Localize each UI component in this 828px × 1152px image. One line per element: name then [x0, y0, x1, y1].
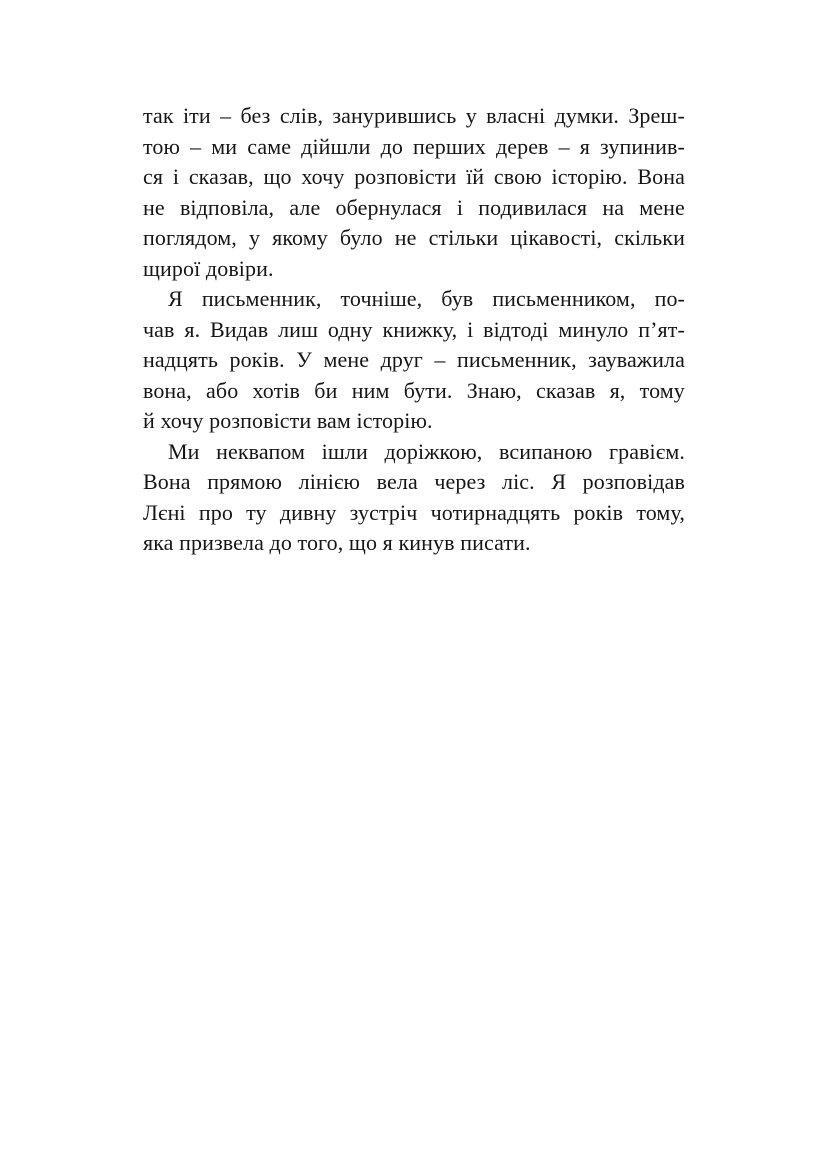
- word: я,: [609, 377, 626, 403]
- word: лиш: [278, 316, 319, 342]
- word: всипаною: [499, 438, 593, 464]
- word: одну: [327, 316, 373, 342]
- word: Ми: [168, 438, 200, 464]
- text-line: [143, 498, 685, 529]
- word: Я: [168, 286, 183, 311]
- word: зупинив-: [600, 133, 685, 159]
- word: гравієм.: [608, 438, 685, 464]
- text-line: [143, 284, 685, 315]
- text-line: [143, 315, 685, 346]
- word: Вона: [637, 164, 685, 189]
- word: вела: [376, 469, 418, 494]
- text-line: [143, 376, 685, 407]
- word: думки.: [554, 103, 619, 128]
- word: через: [434, 469, 486, 494]
- word: Зреш-: [628, 103, 685, 128]
- word: якому: [272, 225, 328, 250]
- word: розповісти: [354, 164, 457, 189]
- word: років: [573, 499, 624, 525]
- word: ним: [351, 377, 390, 403]
- page-text: [143, 101, 685, 559]
- word: так: [143, 103, 174, 128]
- word: на: [602, 194, 625, 220]
- word: –: [220, 103, 232, 128]
- paragraph: [143, 284, 685, 437]
- word: Лєні: [143, 499, 186, 525]
- word: дивну: [279, 499, 337, 525]
- word: Видав: [209, 316, 269, 342]
- word: і: [172, 164, 180, 189]
- word: по-: [654, 286, 685, 311]
- word: сказав: [536, 377, 596, 403]
- text-line: [143, 345, 685, 376]
- word: відповіла,: [179, 194, 275, 220]
- word: п’ят-: [638, 316, 685, 342]
- word: я: [579, 133, 590, 159]
- word: не: [394, 225, 417, 250]
- word: вона,: [143, 377, 192, 403]
- word: –: [190, 133, 202, 159]
- word: письменник,: [457, 347, 577, 372]
- word: або: [206, 377, 239, 403]
- word: про: [198, 499, 233, 525]
- word: лінією: [298, 469, 361, 494]
- word: саме: [247, 133, 292, 159]
- text-line: [143, 437, 685, 468]
- text-line: [143, 162, 685, 193]
- word: років.: [229, 347, 285, 372]
- word: точніше,: [340, 286, 423, 311]
- word: зустріч: [349, 499, 418, 525]
- word: подивилася: [478, 194, 588, 220]
- word: У: [296, 347, 312, 372]
- word: чав: [143, 316, 175, 342]
- word: Знаю,: [466, 377, 522, 403]
- word: історію.: [551, 164, 628, 189]
- word: слів,: [279, 103, 324, 128]
- word: письменник,: [201, 286, 322, 311]
- word: мене: [639, 194, 685, 220]
- word: було: [339, 225, 383, 250]
- word: іти: [182, 103, 211, 128]
- word: Я: [551, 469, 567, 494]
- word: у: [465, 103, 477, 128]
- word: тою: [143, 133, 181, 159]
- word: перших: [413, 133, 486, 159]
- text-line: [143, 132, 685, 163]
- word: дерев: [495, 133, 549, 159]
- word: ту: [246, 499, 267, 525]
- word: бути.: [403, 377, 453, 403]
- word: без: [240, 103, 271, 128]
- text-line: яка призвела до того, що я кинув писати.: [143, 530, 531, 555]
- word: і: [467, 316, 474, 342]
- word: відтоді: [483, 316, 549, 342]
- word: надцять: [143, 347, 218, 372]
- word: друг: [380, 347, 423, 372]
- word: минуло: [558, 316, 629, 342]
- word: свою: [493, 164, 542, 189]
- word: ми: [211, 133, 238, 159]
- word: книжку,: [382, 316, 458, 342]
- word: до: [380, 133, 403, 159]
- word: і: [456, 194, 464, 220]
- word: у: [248, 225, 261, 250]
- word: –: [558, 133, 570, 159]
- text-line: [143, 467, 685, 498]
- word: ся: [143, 164, 164, 189]
- text-line: щирої довіри.: [143, 255, 274, 281]
- word: письменником,: [492, 286, 636, 311]
- word: неквапом: [216, 438, 306, 464]
- word: поглядом,: [143, 225, 237, 250]
- word: –: [434, 347, 446, 372]
- paragraph: [143, 101, 685, 284]
- word: їй: [466, 164, 485, 189]
- word: хотів: [252, 377, 301, 403]
- word: чотирнадцять: [430, 499, 561, 525]
- word: ліс.: [502, 469, 535, 494]
- word: доріжкою,: [384, 438, 483, 464]
- word: тому,: [636, 499, 685, 525]
- word: ішли: [321, 438, 368, 464]
- word: я.: [184, 316, 201, 342]
- word: зауважила: [588, 347, 685, 372]
- paragraph: [143, 437, 685, 559]
- word: був: [441, 286, 474, 311]
- word: але: [289, 194, 321, 220]
- word: хочу: [301, 164, 345, 189]
- word: цікавості,: [510, 225, 603, 250]
- word: обернулася: [335, 194, 442, 220]
- text-line: й хочу розповісти вам історію.: [143, 408, 433, 433]
- word: власні: [486, 103, 546, 128]
- text-line: [143, 193, 685, 224]
- text-line: [143, 101, 685, 132]
- word: мене: [323, 347, 370, 372]
- word: тому: [639, 377, 685, 403]
- word: розповідав: [582, 469, 685, 494]
- word: стільки: [428, 225, 499, 250]
- word: сказав,: [188, 164, 254, 189]
- word: скільки: [614, 225, 685, 250]
- word: що: [263, 164, 292, 189]
- word: би: [314, 377, 338, 403]
- word: прямою: [207, 469, 283, 494]
- word: Вона: [143, 469, 191, 494]
- text-line: [143, 223, 685, 254]
- word: занурившись: [332, 103, 457, 128]
- word: дійшли: [301, 133, 371, 159]
- word: не: [143, 194, 165, 220]
